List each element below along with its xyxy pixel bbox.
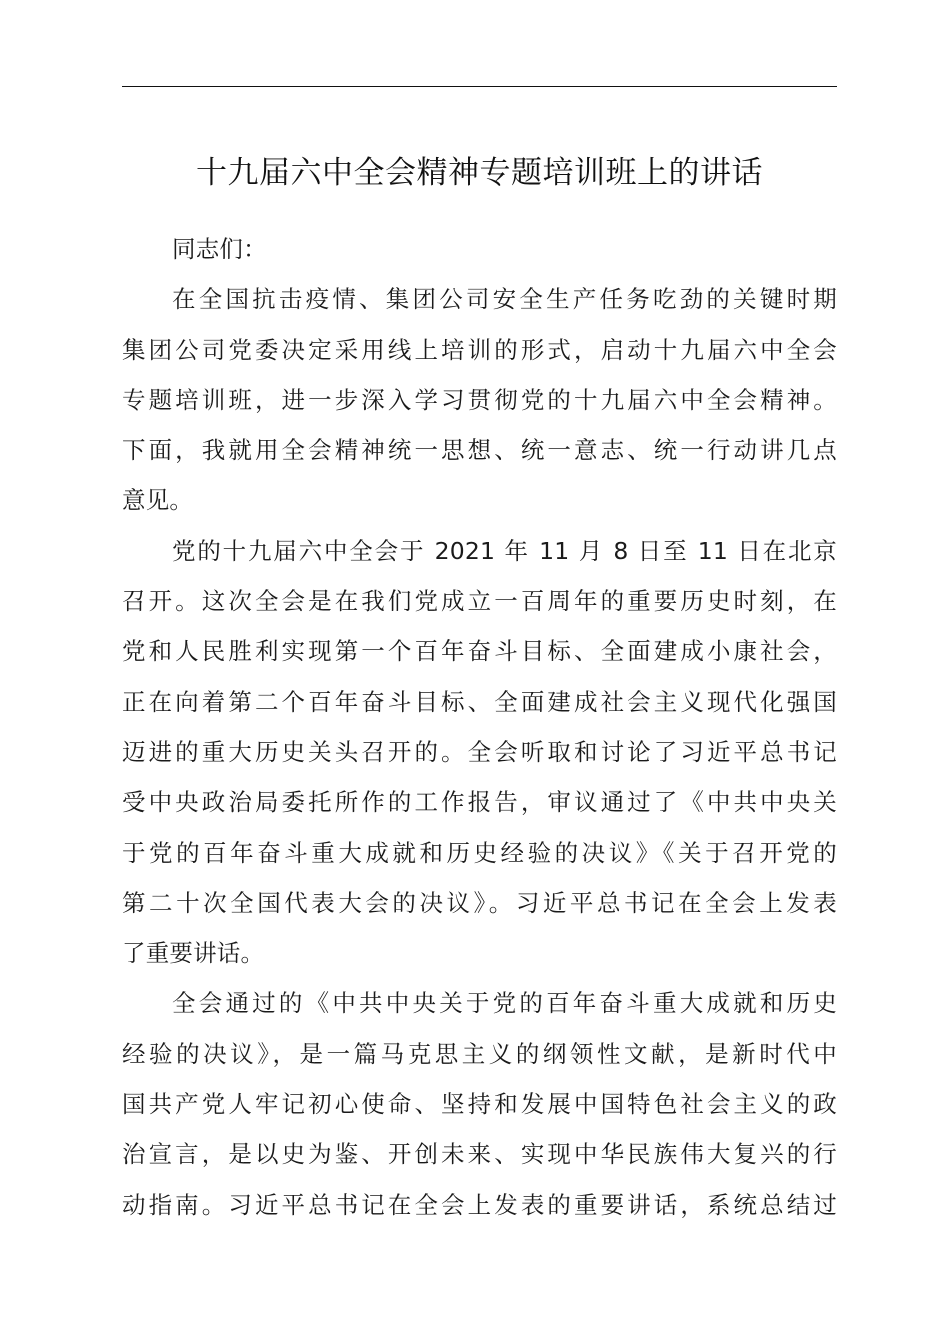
body-line: 意见。 bbox=[122, 486, 194, 515]
body-line: 召开。这次全会是在我们党成立一百周年的重要历史时刻，在 bbox=[122, 587, 837, 616]
body-line: 同志们： bbox=[172, 235, 267, 263]
body-line: 第二十次全国代表大会的决议》。习近平总书记在全会上发表 bbox=[122, 888, 837, 917]
body-line: 动指南。习近平总书记在全会上发表的重要讲话，系统总结过 bbox=[122, 1190, 837, 1219]
body-line: 迈进的重大历史关头召开的。全会听取和讨论了习近平总书记 bbox=[122, 737, 837, 766]
body-line: 党的十九届六中全会于 2021 年 11 月 8 日至 11 日在北京 bbox=[172, 536, 837, 565]
body-line: 经验的决议》，是一篇马克思主义的纲领性文献，是新时代中 bbox=[122, 1039, 837, 1068]
body-line: 下面，我就用全会精神统一思想、统一意志、统一行动讲几点 bbox=[122, 436, 837, 465]
document-body bbox=[122, 224, 837, 1230]
body-line: 正在向着第二个百年奋斗目标、全面建成社会主义现代化强国 bbox=[122, 687, 837, 716]
body-line: 集团公司党委决定采用线上培训的形式，启动十九届六中全会 bbox=[122, 335, 837, 364]
body-line: 治宣言，是以史为鉴、开创未来、实现中华民族伟大复兴的行 bbox=[122, 1140, 837, 1169]
body-line: 了重要讲话。 bbox=[122, 939, 265, 968]
body-line: 专题培训班，进一步深入学习贯彻党的十九届六中全会精神。 bbox=[122, 385, 837, 414]
document-title: 十九届六中全会精神专题培训班上的讲话 bbox=[196, 155, 763, 191]
body-line: 在全国抗击疫情、集团公司安全生产任务吃劲的关键时期 bbox=[172, 285, 837, 314]
body-line: 党和人民胜利实现第一个百年奋斗目标、全面建成小康社会， bbox=[122, 637, 837, 666]
body-line: 全会通过的《中共中央关于党的百年奋斗重大成就和历史 bbox=[172, 989, 837, 1018]
body-line: 国共产党人牢记初心使命、坚持和发展中国特色社会主义的政 bbox=[122, 1090, 837, 1119]
body-line: 于党的百年奋斗重大成就和历史经验的决议》《关于召开党的 bbox=[122, 838, 837, 867]
header-rule bbox=[122, 86, 837, 87]
body-line: 受中央政治局委托所作的工作报告，审议通过了《中共中央关 bbox=[122, 788, 837, 817]
